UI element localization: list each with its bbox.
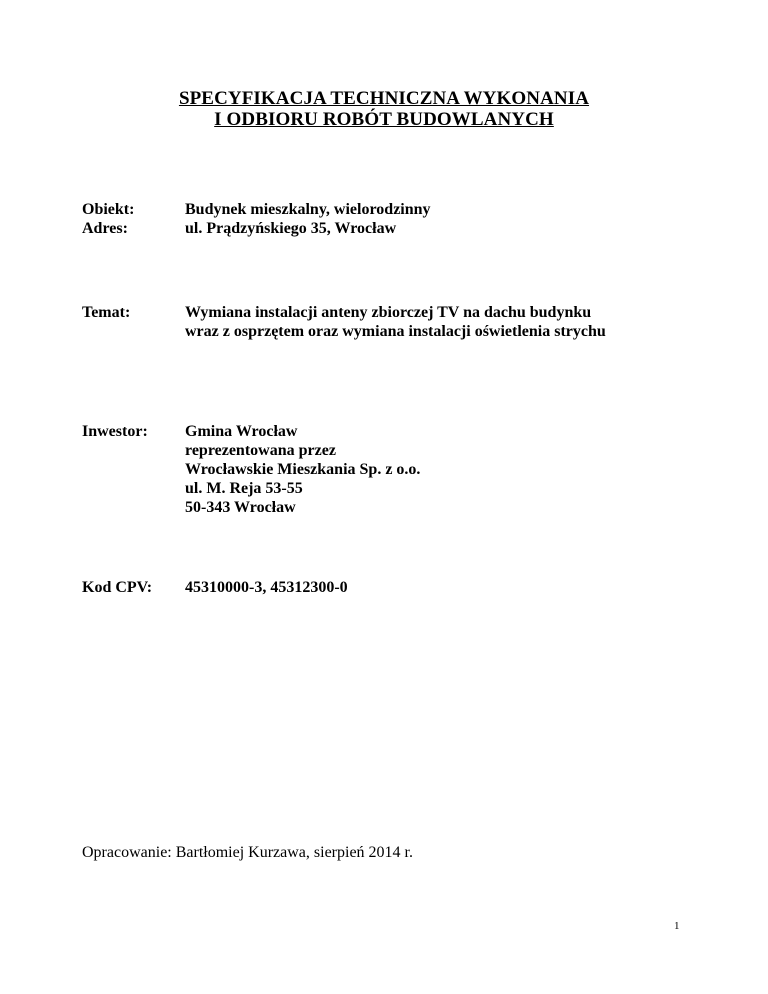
temat-value-line-2: wraz z osprzętem oraz wymiana instalacji oświetlenia strychu (185, 323, 606, 340)
inwestor-label: Inwestor: (82, 423, 148, 440)
temat-label: Temat: (82, 304, 131, 321)
page-number: 1 (674, 920, 680, 932)
temat-value-line-1: Wymiana instalacji anteny zbiorczej TV na dachu budynku (185, 304, 592, 321)
document-title-line-2: I ODBIORU ROBÓT BUDOWLANYCH (214, 109, 554, 130)
kod-cpv-value: 45310000-3, 45312300-0 (185, 579, 348, 596)
inwestor-value-line-5: 50-343 Wrocław (185, 499, 296, 516)
inwestor-value-line-1: Gmina Wrocław (185, 423, 298, 440)
inwestor-value-line-2: reprezentowana przez (185, 442, 336, 459)
obiekt-value: Budynek mieszkalny, wielorodzinny (185, 201, 431, 218)
inwestor-value-line-4: ul. M. Reja 53-55 (185, 480, 303, 497)
document-title-line-1: SPECYFIKACJA TECHNICZNA WYKONANIA (178, 88, 590, 109)
obiekt-label: Obiekt: (82, 201, 135, 218)
kod-cpv-label: Kod CPV: (82, 579, 153, 596)
inwestor-value-line-3: Wrocławskie Mieszkania Sp. z o.o. (185, 461, 421, 478)
adres-label: Adres: (82, 220, 128, 237)
adres-value: ul. Prądzyńskiego 35, Wrocław (185, 220, 397, 237)
prepared-by-credit: Opracowanie: Bartłomiej Kurzawa, sierpień 2014 r. (82, 844, 413, 861)
